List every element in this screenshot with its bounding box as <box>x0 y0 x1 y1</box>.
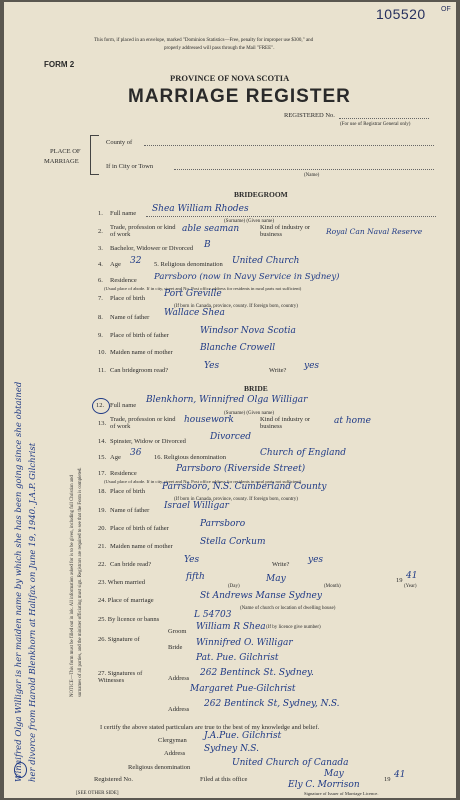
row-2-num: 2. <box>98 228 103 235</box>
row-12-num: 12. <box>96 402 105 409</box>
bride-birthplace-value: Parrsboro, N.S. Cumberland County <box>162 482 327 492</box>
page-title: MARRIAGE REGISTER <box>128 86 351 107</box>
clergyman-signature: J.A.Pue. Gilchrist <box>204 731 282 741</box>
bride-name-note: (Surname) (Given name) <box>224 411 274 416</box>
bride-mother-label: Maiden name of mother <box>110 543 173 550</box>
groom-residence-note: (Usual place of abode. If in city, street and No. Post office address for residents in rural parts not sufficient) <box>104 286 302 291</box>
registrar-note: (For use of Registrar General only) <box>340 122 411 127</box>
vertical-notice-line-2: surnames of all parties, and the minister officiating must sign. Registrars are required to see that the Form is completed. <box>78 467 83 697</box>
groom-sig-label: Groom <box>168 628 187 635</box>
witness-1-signature: Pat. Pue. Gilchrist <box>196 653 279 663</box>
groom-birthplace-value: Port Greville <box>164 289 222 299</box>
filed-label: Filed at this office <box>200 776 248 783</box>
place-of-marriage-value: St Andrews Manse Sydney <box>200 591 322 601</box>
bride-father-value: Israel Willigar <box>164 501 229 511</box>
when-married-label: 23. When married <box>98 579 145 586</box>
bride-denom-label: 16. Religious denomination <box>154 454 227 461</box>
bride-full-name-value: Blenkhorn, Winnifred Olga Willigar <box>146 395 308 405</box>
groom-birthplace-label: Place of birth <box>110 295 146 302</box>
county-line <box>144 145 434 146</box>
province-heading: PROVINCE OF NOVA SCOTIA <box>170 73 290 83</box>
bride-age-value: 36 <box>130 448 142 458</box>
bride-signature: Winnifred O. Willigar <box>196 638 293 648</box>
row-14-num: 14. <box>98 438 107 445</box>
groom-trade-label: Trade, profession or kind of work <box>110 224 176 238</box>
groom-denom-value: United Church <box>232 256 300 266</box>
bride-father-birthplace-value: Parrsboro <box>200 519 246 529</box>
mail-notice-line-1: This form, if placed in an envelope, marked "Dominion Statistics—Free, penalty for improper use $300," and <box>94 38 314 43</box>
bride-residence-label: Residence <box>110 470 137 477</box>
place-of-marriage-note: (Name of church or location of dwelling house) <box>240 606 336 611</box>
place-of-marriage-label: 24. Place of marriage <box>98 597 154 604</box>
groom-industry-label: Kind of industry or business <box>260 224 311 238</box>
bride-age-label: Age <box>110 454 121 461</box>
bride-trade-value: housework <box>184 415 234 425</box>
bride-mother-value: Stella Corkum <box>200 537 266 547</box>
see-other-side: [SEE OTHER SIDE] <box>76 791 119 796</box>
bride-write-value: yes <box>308 555 324 565</box>
bride-write-label: Write? <box>272 561 290 568</box>
issuer-signature: Ely C. Morrison <box>288 780 360 790</box>
registered-no-label: REGISTERED No. <box>284 112 335 119</box>
county-label: County of <box>106 139 133 146</box>
bride-trade-label: Trade, profession or kind of work <box>110 416 176 430</box>
witness-1-address: 262 Bentinck St. Sydney. <box>200 668 314 678</box>
clergyman-address-label: Address <box>164 750 186 757</box>
bride-status-value: Divorced <box>210 432 252 442</box>
groom-mother-label: Maiden name of mother <box>110 349 173 356</box>
registered-no-line <box>339 118 429 119</box>
when-married-year: 41 <box>406 571 418 581</box>
registered-no-footer-label: Registered No. <box>94 776 133 783</box>
marriage-register-form <box>4 2 456 798</box>
bridegroom-heading: BRIDEGROOM <box>234 190 288 199</box>
groom-full-name-value: Shea William Rhodes <box>152 204 249 214</box>
witness-2-address: 262 Bentinck St, Sydney, N.S. <box>204 699 340 709</box>
witness-2-signature: Margaret Pue-Gilchrist <box>190 684 296 694</box>
bride-sig-label: Bride <box>168 644 183 651</box>
groom-read-label: Can bridegroom read? <box>110 367 169 374</box>
bride-residence-note: (Usual place of abode. If in city, street and No. Post office address for residents in rural parts not sufficient) <box>104 479 302 484</box>
place-brace <box>90 135 99 175</box>
bride-industry-label: Kind of industry or business <box>260 416 311 430</box>
bride-heading: BRIDE <box>244 384 268 393</box>
row-21-num: 21. <box>98 543 107 550</box>
when-married-day: fifth <box>186 572 205 582</box>
year-note: (Year) <box>404 584 417 589</box>
row-11-num: 11. <box>98 367 106 374</box>
row-9-num: 9. <box>98 332 103 339</box>
groom-write-label: Write? <box>269 367 287 374</box>
row-15-num: 15. <box>98 454 107 461</box>
groom-age-label: Age <box>110 261 121 268</box>
denomination-value: United Church of Canada <box>232 758 349 768</box>
row-17-num: 17. <box>98 470 107 477</box>
document-number: 105520 <box>376 6 426 22</box>
city-label: If in City or Town <box>106 163 154 170</box>
row-6-num: 6. <box>98 277 103 284</box>
row-7-num: 7. <box>98 295 103 302</box>
clergyman-label: Clergyman <box>158 737 187 744</box>
filed-month: May <box>324 769 344 779</box>
bride-read-value: Yes <box>184 555 200 565</box>
handwritten-margin-note <box>12 42 42 787</box>
groom-full-name-label: Full name <box>110 210 137 217</box>
bride-birthplace-note: (If born in Canada, province, county. If foreign born, country) <box>174 497 298 502</box>
row-10-num: 10. <box>98 349 107 356</box>
mail-notice-line-2: properly addressed will pass through the Mail "FREE". <box>164 46 275 51</box>
row-3-num: 3. <box>98 245 103 252</box>
licence-label: 25. By licence or banns <box>98 616 160 623</box>
form-label: FORM 2 <box>44 60 75 69</box>
witness-1-address-label: Address <box>168 675 190 682</box>
groom-father-label: Name of father <box>110 314 150 321</box>
document-number-suffix: OF <box>441 6 451 13</box>
groom-denom-label: 5. Religious denomination <box>154 261 223 268</box>
row-20-num: 20. <box>98 525 107 532</box>
groom-name-line <box>146 216 436 217</box>
groom-status-value: B <box>204 240 211 250</box>
bride-read-label: Can bride read? <box>110 561 152 568</box>
groom-birthplace-note: (If born in Canada, province, county. If foreign born, country) <box>174 304 298 309</box>
row-22-num: 22. <box>98 561 107 568</box>
row-19-num: 19. <box>98 507 107 514</box>
filed-year: 41 <box>394 770 406 780</box>
groom-father-value: Wallace Shea <box>164 308 225 318</box>
city-line <box>174 169 434 170</box>
row-18-num: 18. <box>98 488 107 495</box>
bride-father-label: Name of father <box>110 507 150 514</box>
groom-write-value: yes <box>304 361 320 371</box>
witnesses-label: 27. Signatures of Witnesses <box>98 670 143 684</box>
groom-status-label: Bachelor, Widower or Divorced <box>110 245 194 252</box>
vertical-notice-line-1: NOTICE—This form must be filled out in ink. All information asked for is to be given, including full Christian and <box>70 475 75 697</box>
denomination-label: Religious denomination <box>128 764 191 771</box>
filed-year-prefix: 19 <box>384 776 391 783</box>
place-label-2: MARRIAGE <box>44 158 79 165</box>
groom-mother-value: Blanche Crowell <box>200 343 276 353</box>
groom-signature: William R Shea <box>196 622 266 632</box>
margin-circle-mark <box>14 762 27 778</box>
margin-note-line-2: her divorce from Harold Blenkhorn at Halifax on June 19, 1940. J.A.P. Gilchrist <box>28 442 38 782</box>
certification-statement: I certify the above stated particulars are true to the best of my knowledge and belief. <box>100 724 320 731</box>
bride-full-name-label: Full name <box>110 402 137 409</box>
witness-2-address-label: Address <box>168 706 190 713</box>
groom-name-note: (Surname) (Given name) <box>224 219 274 224</box>
place-label-1: PLACE OF <box>50 148 81 155</box>
row-8-num: 8. <box>98 314 103 321</box>
bride-birthplace-label: Place of birth <box>110 488 146 495</box>
groom-residence-value: Parrsboro (now in Navy Service in Sydney) <box>154 272 340 282</box>
row-1-num: 1. <box>98 210 103 217</box>
licence-value: L 54703 <box>194 610 232 620</box>
groom-read-value: Yes <box>204 361 220 371</box>
name-note: (Name) <box>304 173 320 178</box>
row-4-num: 4. <box>98 261 103 268</box>
clergyman-address: Sydney N.S. <box>204 744 259 754</box>
row-13-num: 13. <box>98 420 107 427</box>
groom-father-birthplace-value: Windsor Nova Scotia <box>200 326 296 336</box>
groom-father-birthplace-label: Place of birth of father <box>110 332 169 339</box>
signature-of-label: 26. Signature of <box>98 636 140 643</box>
bride-father-birthplace-label: Place of birth of father <box>110 525 169 532</box>
bride-status-label: Spinster, Widow or Divorced <box>110 438 186 445</box>
issuer-note: Signature of Issuer of Marriage Licence. <box>304 791 379 796</box>
when-married-month: May <box>266 574 286 584</box>
margin-note-line-1: Winnifred Olga Willigar is her maiden name by which she has been going since she obtained <box>14 381 24 782</box>
bride-residence-value: Parrsboro (Riverside Street) <box>176 464 306 474</box>
day-note: (Day) <box>228 584 240 589</box>
year-prefix: 19 <box>396 577 403 584</box>
bride-denom-value: Church of England <box>260 448 347 458</box>
month-note: (Month) <box>324 584 341 589</box>
groom-age-value: 32 <box>130 256 142 266</box>
groom-trade-value: able seaman <box>182 224 240 234</box>
bride-industry-value: at home <box>334 416 371 426</box>
groom-industry-value: Royal Can Naval Reserve <box>326 227 423 236</box>
licence-note: (If by licence give number) <box>266 625 321 630</box>
groom-residence-label: Residence <box>110 277 137 284</box>
